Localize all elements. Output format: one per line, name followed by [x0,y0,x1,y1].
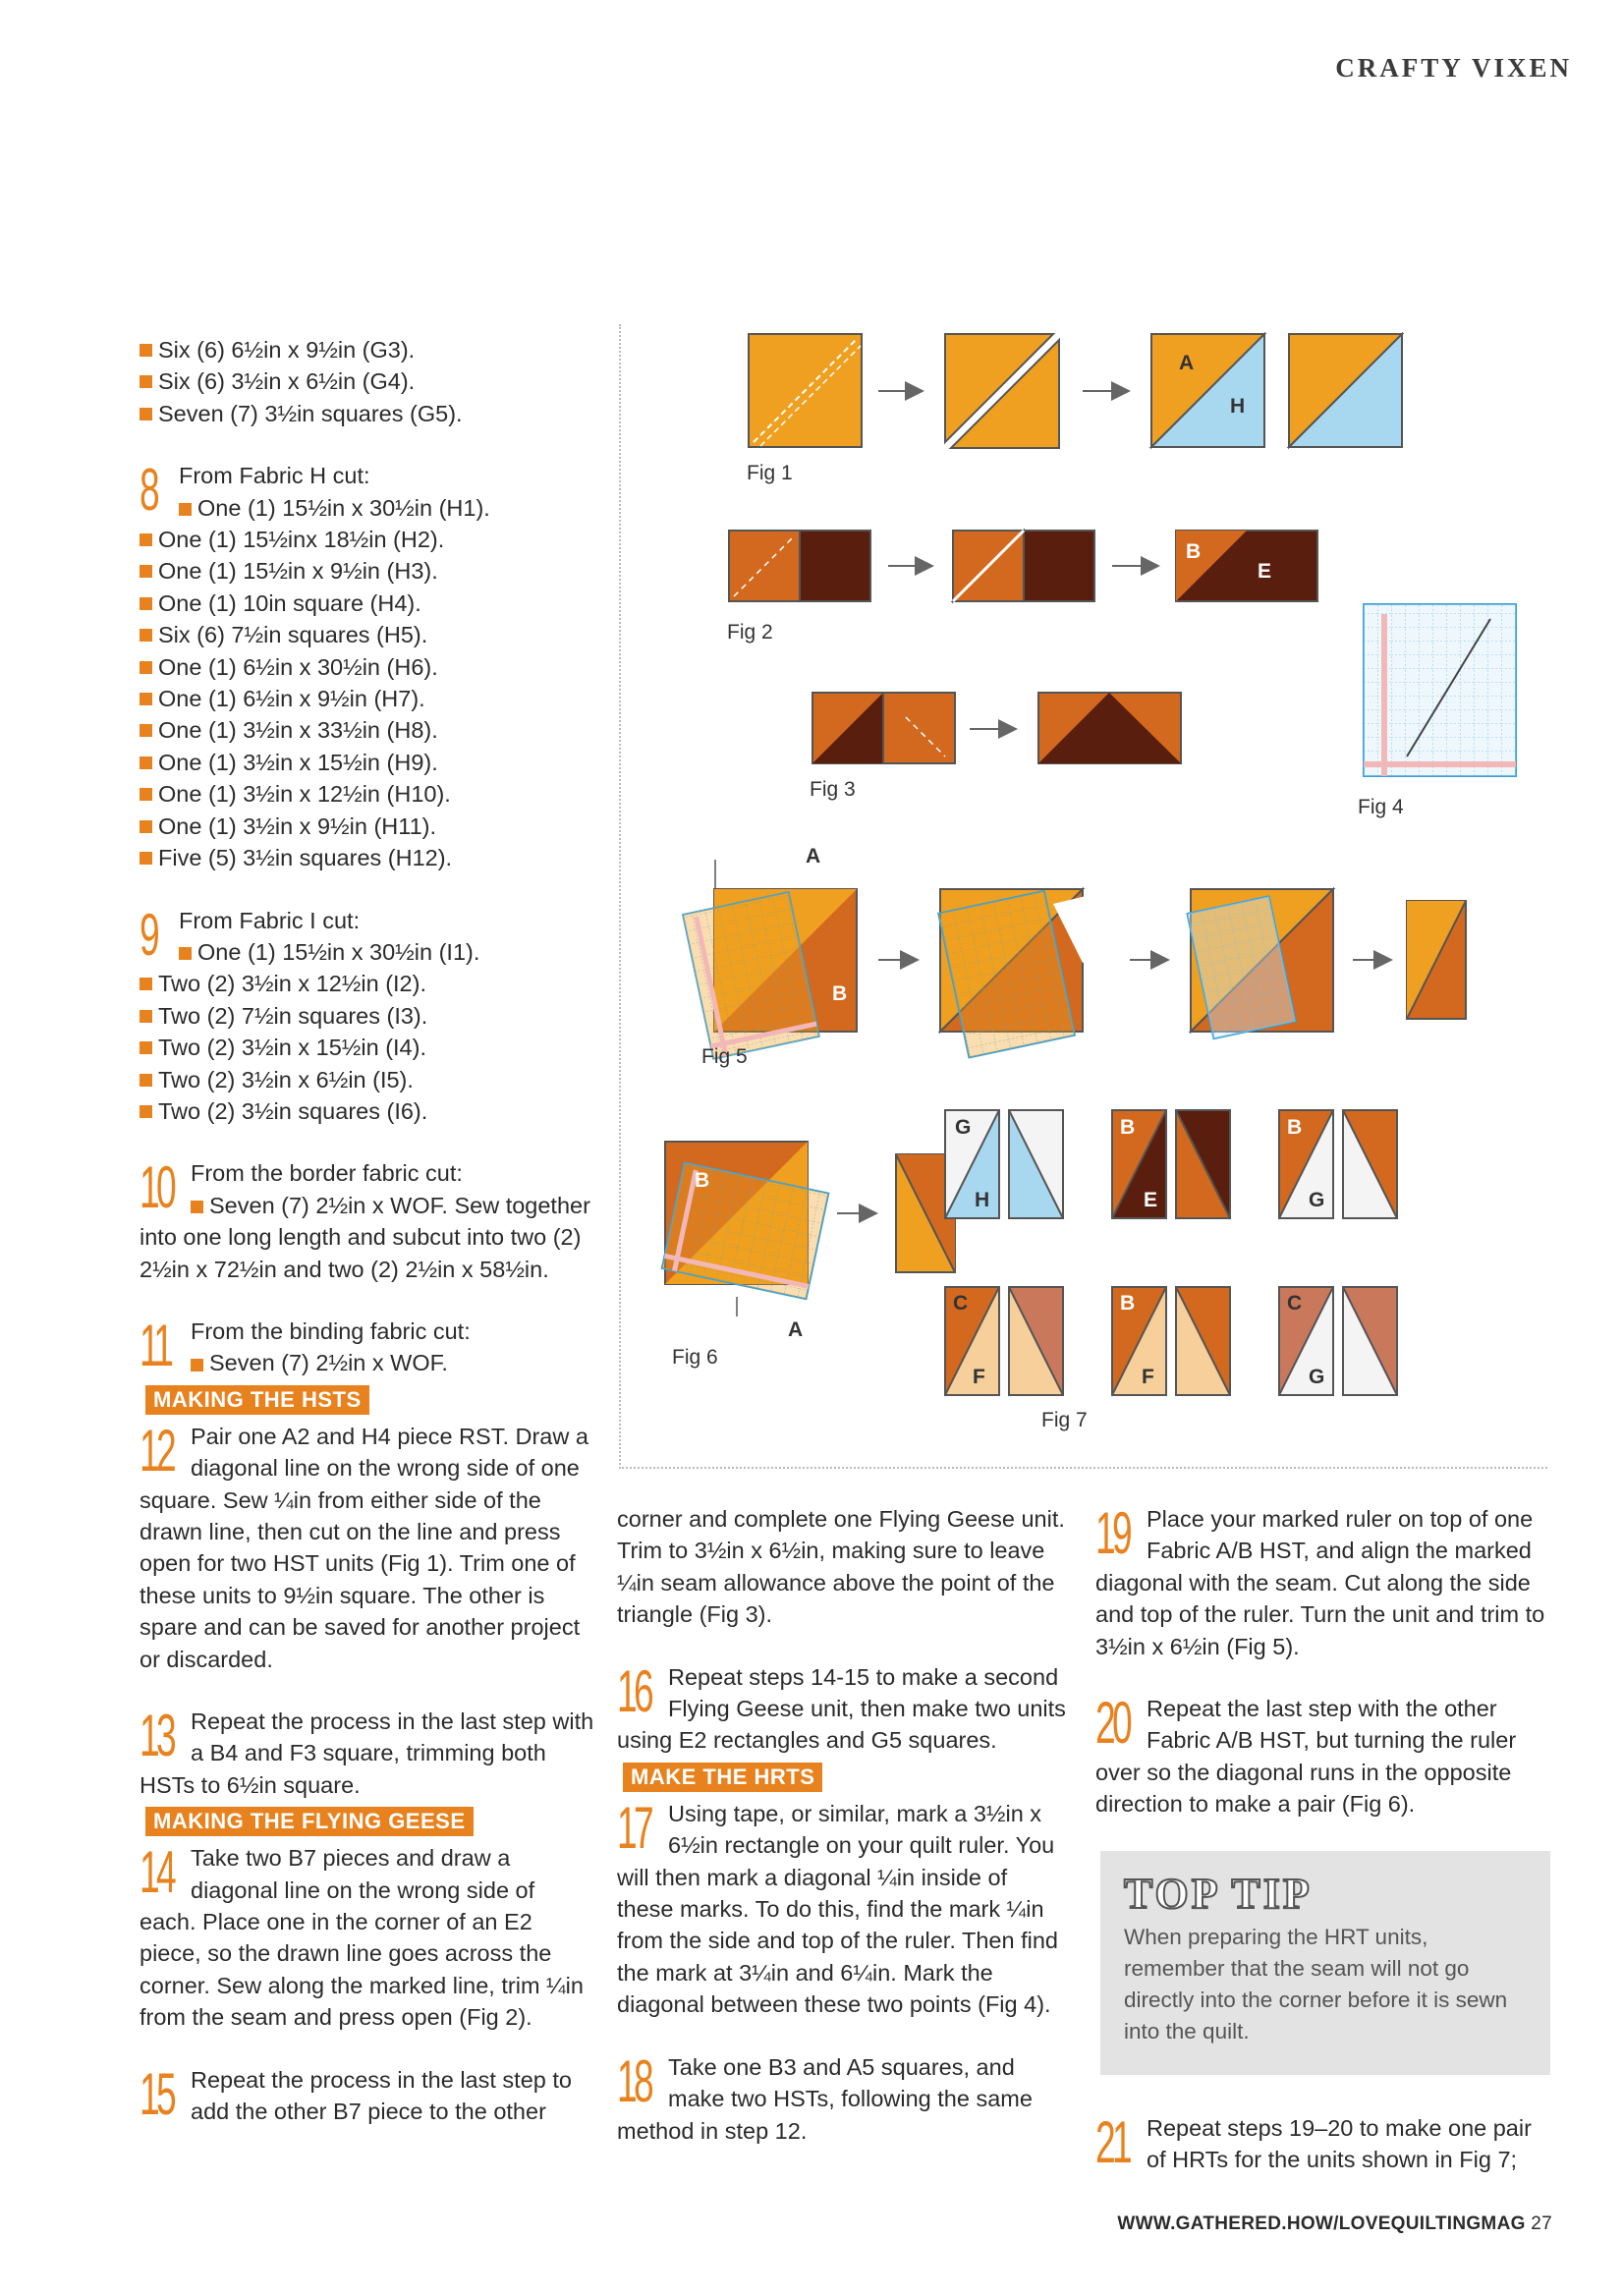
section-heading-hrts: MAKE THE HRTS [623,1763,822,1792]
magazine-section-title: CRAFTY VIXEN [1335,53,1572,83]
label-h: H [975,1189,990,1211]
label-c: C [953,1292,969,1315]
footer-url[interactable]: WWW.GATHERED.HOW/LOVEQUILTINGMAG [1117,2213,1526,2234]
fig7-diagram [945,1110,1397,1395]
step-16: 16 Repeat steps 14-15 to make a second Flying Geese unit, then make two units using E2 rectangles and G5 squares. [617,1657,1066,1754]
step-13: 13 Repeat the process in the last step with a B4 and F3 square, trimming both HSTs to 6½in square. [140,1703,594,1798]
fig-caption: Fig 4 [1358,796,1404,818]
section-heading-flying-geese: MAKING THE FLYING GEESE [145,1807,474,1836]
fig3-diagram [812,693,1181,763]
column-3-bottom [1095,2109,1547,2176]
label-f: F [973,1366,985,1388]
step-number: 20 [1095,1690,1129,1757]
fig-caption: Fig 6 [672,1346,718,1369]
step-number: 12 [140,1417,173,1484]
step-9: 9 From Fabric I cut: One (1) 15½in x 30½in (I1). Two (2) 3½in x 12½in (I2). Two (2) 7½in squares (I3). Two (2) 3½in x 15½in (I4). Two (2) 3½in x 6½in (I5). Two (2) 3½in squares (I6). [140,901,480,1124]
list-item: Six (6) 3½in x 6½in (G4). [140,365,596,397]
step-17: 17 Using tape, or similar, mark a 3½in x 6½in rectangle on your quilt ruler. You will then mark a diagonal ¼in inside of these marks. To do this, find the mark ¼in from the side and top of the ruler. Then find the mark at 3¼in and 6¼in. Mark the diagonal between these two points (Fig 4). [617,1794,1058,2018]
figures-panel [619,324,1547,1469]
label-b: B [695,1169,710,1192]
step-number: 15 [140,2060,173,2127]
fig5-diagram [683,860,1466,1059]
label-g: G [1309,1366,1325,1388]
page-number: 27 [1531,2213,1552,2234]
list-item: Seven (7) 3½in squares (G5). [140,398,596,429]
step-number: 21 [1095,2109,1129,2175]
step-number: 19 [1095,1500,1129,1566]
label-g: G [955,1116,972,1139]
label-b: B [1287,1116,1303,1139]
figures-illustration [621,324,1549,1469]
fabric-g-list [140,334,596,429]
label-f: F [1142,1366,1154,1388]
fig6-diagram [662,1142,955,1316]
step-number: 11 [140,1312,171,1378]
label-a: A [806,845,821,868]
step-number: 17 [617,1794,650,1861]
fig4-diagram [1364,604,1516,776]
step-number: 10 [140,1154,173,1221]
column-3 [1095,1500,1547,1820]
fig-caption: Fig 3 [810,778,856,801]
label-e: E [1258,560,1272,583]
label-e: E [1144,1189,1158,1211]
label-b: B [1120,1116,1136,1139]
fig-caption: Fig 7 [1041,1409,1088,1431]
step-20: 20 Repeat the last step with the other Fabric A/B HST, but turning the ruler over so the diagonal runs in the opposite direction to make a pair (Fig 6). [1095,1690,1517,1818]
step-21: 21 Repeat steps 19–20 to make one pair of HRTs for the units shown in Fig 7; [1095,2109,1532,2175]
label-b: B [832,982,848,1005]
column-2 [617,1503,1069,2147]
fig-caption: Fig 1 [747,462,793,484]
label-h: H [1230,395,1246,418]
step-number: 16 [617,1657,650,1724]
step-19: 19 Place your marked ruler on top of one Fabric A/B HST, and align the marked diagonal with the seam. Cut along the side and top of the ruler. Turn the unit and trim to 3½in x 6½in (Fig 5). [1095,1500,1545,1659]
label-a: A [1179,352,1195,374]
step-15-continued: corner and complete one Flying Geese unit. Trim to 3½in x 6½in, making sure to leave ¼in seam allowance above the point of the triangle (Fig 3). [617,1506,1065,1628]
column-1 [140,334,596,2128]
step-14: 14 Take two B7 pieces and draw a diagonal line on the wrong side of each. Place one in the corner of an E2 piece, so the drawn line goes across the corner. Sew along the marked line, trim ¼in from the seam and press open (Fig 2). [140,1839,584,2031]
step-number: 13 [140,1703,173,1769]
step-number: 9 [140,901,156,968]
step-12: 12 Pair one A2 and H4 piece RST. Draw a diagonal line on the wrong side of one square. Sew ¼in from either side of the drawn line, then cut on the line and press open for two HST units (Fig 1). Trim one of these units to 9½in square. The other is spare and can be saved for another project or discarded. [140,1417,588,1672]
step-number: 14 [140,1839,173,1906]
label-a: A [788,1318,804,1341]
label-c: C [1287,1292,1303,1315]
fig-caption: Fig 2 [727,621,773,644]
fig-caption: Fig 5 [701,1045,748,1068]
top-tip-title: TOP TIP [1124,1870,1313,1918]
label-b: B [1186,540,1202,563]
top-tip-body: When preparing the HRT units, remember that the seam will not go directly into the corner before it is sewn into the quilt. [1124,1925,1508,2044]
step-10: 10 From the border fabric cut: Seven (7) 2½in x WOF. Sew together into one long length and subcut into two (2) 2½in x 72½in and two (2) 2½in x 58½in. [140,1154,590,1282]
fig1-diagram [749,334,1402,448]
label-b: B [1120,1292,1136,1315]
step-18: 18 Take one B3 and A5 squares, and make two HSTs, following the same method in step 12. [617,2047,1033,2144]
list-item: Six (6) 6½in x 9½in (G3). [140,334,596,365]
fig2-diagram [729,531,1317,601]
step-number: 18 [617,2047,650,2114]
top-tip-box [1100,1851,1550,2075]
step-number: 8 [140,457,156,524]
section-heading-hsts: MAKING THE HSTS [145,1385,369,1415]
step-11: 11 From the binding fabric cut: Seven (7) 2½in x WOF. [140,1312,471,1378]
step-8: 8 From Fabric H cut: One (1) 15½in x 30½in (H1). One (1) 15½inx 18½in (H2). One (1) 15½in x 9½in (H3). One (1) 10in square (H4). Six (6) 7½in squares (H5). One (1) 6½in x 30½in (H6). One (1) 6½in x 9½in (H7). One (1) 3½in x 33½in (H8). One (1) 3½in x 15½in (H9). One (1) 3½in x 12½in (H10). One (1) 3½in x 9½in (H11). Five (5) 3½in squares (H12). [140,457,490,871]
step-15: 15 Repeat the process in the last step to add the other B7 piece to the other [140,2060,572,2127]
footer [1117,2213,1552,2235]
label-g: G [1309,1189,1325,1211]
